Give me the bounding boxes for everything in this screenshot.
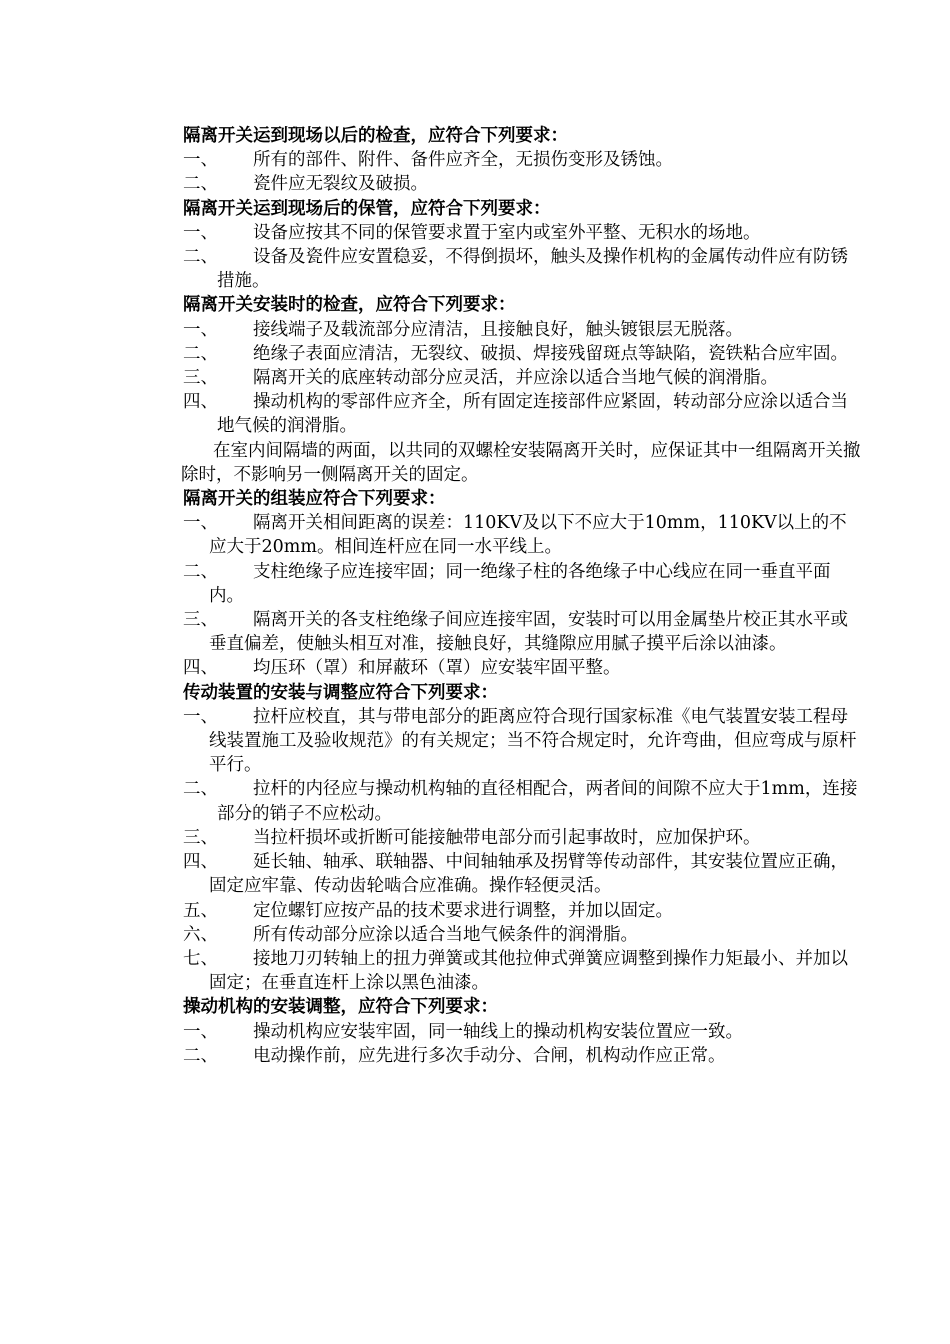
- item-number: 一、: [183, 1021, 218, 1042]
- item-text: 接地刀刃转轴上的扭力弹簧或其他拉伸式弹簧应调整到操作力矩最小、并加以固定；在垂直连杆上涂以黑色油漆。: [209, 948, 848, 994]
- item-number: 三、: [183, 827, 218, 848]
- item-number: 四、: [183, 658, 218, 679]
- item-number: 四、: [183, 852, 218, 873]
- item-number: 二、: [183, 174, 218, 195]
- item-text: 拉杆应校直，其与带电部分的距离应符合现行国家标准《电气装置安装工程母线装置施工及验收规范》的有关规定；当不符合规定时，允许弯曲，但应弯成与原杆平行。: [209, 706, 857, 776]
- item-text: 电动操作前，应先进行多次手动分、合闸，机构动作应正常。: [253, 1045, 726, 1066]
- list-item: [183, 1044, 863, 1068]
- list-item: [183, 221, 863, 245]
- list-item: [183, 172, 863, 196]
- item-number: 七、: [183, 948, 218, 969]
- list-item: [183, 777, 863, 825]
- item-text: 定位螺钉应按产品的技术要求进行调整，并加以固定。: [253, 900, 673, 921]
- list-item: [183, 511, 863, 559]
- item-text: 均压环（罩）和屏蔽环（罩）应安装牢固平整。: [253, 658, 621, 679]
- item-text: 当拉杆损坏或折断可能接触带电部分而引起事故时，应加保护环。: [253, 827, 761, 848]
- item-number: 六、: [183, 924, 218, 945]
- section-heading: 隔离开关运到现场后的保管，应符合下列要求：: [183, 198, 551, 219]
- section-heading: 隔离开关运到现场以后的检查，应符合下列要求：: [183, 126, 568, 146]
- item-text: 操动机构的零部件应齐全，所有固定连接部件应紧固，转动部分应涂以适合当地气候的润滑脂。: [217, 392, 848, 437]
- list-item: [183, 245, 863, 293]
- section-heading: 操动机构的安装调整，应符合下列要求：: [183, 997, 498, 1018]
- item-text: 隔离开关相间距离的误差：110KV及以下不应大于10mm，110KV以上的不应大于20mm。相间连杆应在同一水平线上。: [209, 513, 847, 558]
- item-number: 一、: [183, 150, 218, 171]
- list-item: [183, 342, 863, 366]
- item-text: 接线端子及载流部分应清洁，且接触良好，触头镀银层无脱落。: [253, 319, 743, 340]
- item-text: 绝缘子表面应清洁，无裂纹、破损、焊接残留斑点等缺陷，瓷铁粘合应牢固。: [253, 343, 848, 364]
- item-text: 拉杆的内径应与操动机构轴的直径相配合，两者间的间隙不应大于1mm，连接部分的销子不应松动。: [217, 779, 858, 824]
- item-number: 二、: [183, 779, 218, 800]
- item-number: 二、: [183, 561, 218, 582]
- item-number: 五、: [183, 900, 218, 921]
- item-text: 瓷件应无裂纹及破损。: [253, 174, 428, 195]
- list-item: [183, 366, 863, 390]
- item-number: 三、: [183, 610, 218, 631]
- section-heading: 隔离开关的组装应符合下列要求：: [183, 489, 446, 510]
- list-item: [183, 850, 863, 898]
- list-item: [183, 899, 863, 923]
- item-number: 一、: [183, 513, 218, 534]
- list-item: [183, 148, 863, 172]
- list-item: [183, 705, 863, 778]
- list-item: [183, 318, 863, 342]
- item-number: 一、: [183, 706, 218, 727]
- item-text: 隔离开关的底座转动部分应灵活，并应涂以适合当地气候的润滑脂。: [253, 368, 778, 389]
- item-text: 设备及瓷件应安置稳妥，不得倒损坏，触头及操作机构的金属传动件应有防锈措施。: [217, 247, 848, 292]
- document-body: [183, 124, 863, 1068]
- item-number: 一、: [183, 319, 218, 340]
- item-number: 二、: [183, 343, 218, 364]
- list-item: [183, 390, 863, 438]
- item-text: 设备应按其不同的保管要求置于室内或室外平整、无积水的场地。: [253, 222, 761, 243]
- list-item: [183, 1020, 863, 1044]
- section-heading: 隔离开关安装时的检查，应符合下列要求：: [183, 295, 516, 316]
- item-number: 二、: [183, 247, 218, 268]
- section-heading: 传动装置的安装与调整应符合下列要求：: [183, 682, 498, 703]
- item-number: 四、: [183, 392, 218, 413]
- body-paragraph: 在室内间隔墙的两面，以共同的双螺栓安装隔离开关时，应保证其中一组隔离开关撤除时，不影响另一侧隔离开关的固定。: [181, 440, 861, 485]
- list-item: [183, 560, 863, 608]
- item-number: 三、: [183, 368, 218, 389]
- list-item: [183, 923, 863, 947]
- list-item: [183, 826, 863, 850]
- list-item: [183, 947, 863, 995]
- item-text: 支柱绝缘子应连接牢固；同一绝缘子柱的各绝缘子中心线应在同一垂直平面内。: [209, 561, 831, 606]
- item-text: 所有传动部分应涂以适合当地气候条件的润滑脂。: [253, 924, 638, 945]
- item-number: 二、: [183, 1045, 218, 1066]
- list-item: [183, 656, 863, 680]
- item-text: 延长轴、轴承、联轴器、中间轴轴承及拐臂等传动部件，其安装位置应正确，固定应牢靠、传动齿轮啮合应准确。操作轻便灵活。: [209, 852, 848, 897]
- item-text: 操动机构应安装牢固，同一轴线上的操动机构安装位置应一致。: [253, 1021, 743, 1042]
- item-number: 一、: [183, 222, 218, 243]
- item-text: 隔离开关的各支柱绝缘子间应连接牢固，安装时可以用金属垫片校正其水平或垂直偏差，使触头相互对准，接触良好，其缝隙应用腻子摸平后涂以油漆。: [209, 610, 848, 655]
- list-item: [183, 608, 863, 656]
- item-text: 所有的部件、附件、备件应齐全，无损伤变形及锈蚀。: [253, 150, 673, 171]
